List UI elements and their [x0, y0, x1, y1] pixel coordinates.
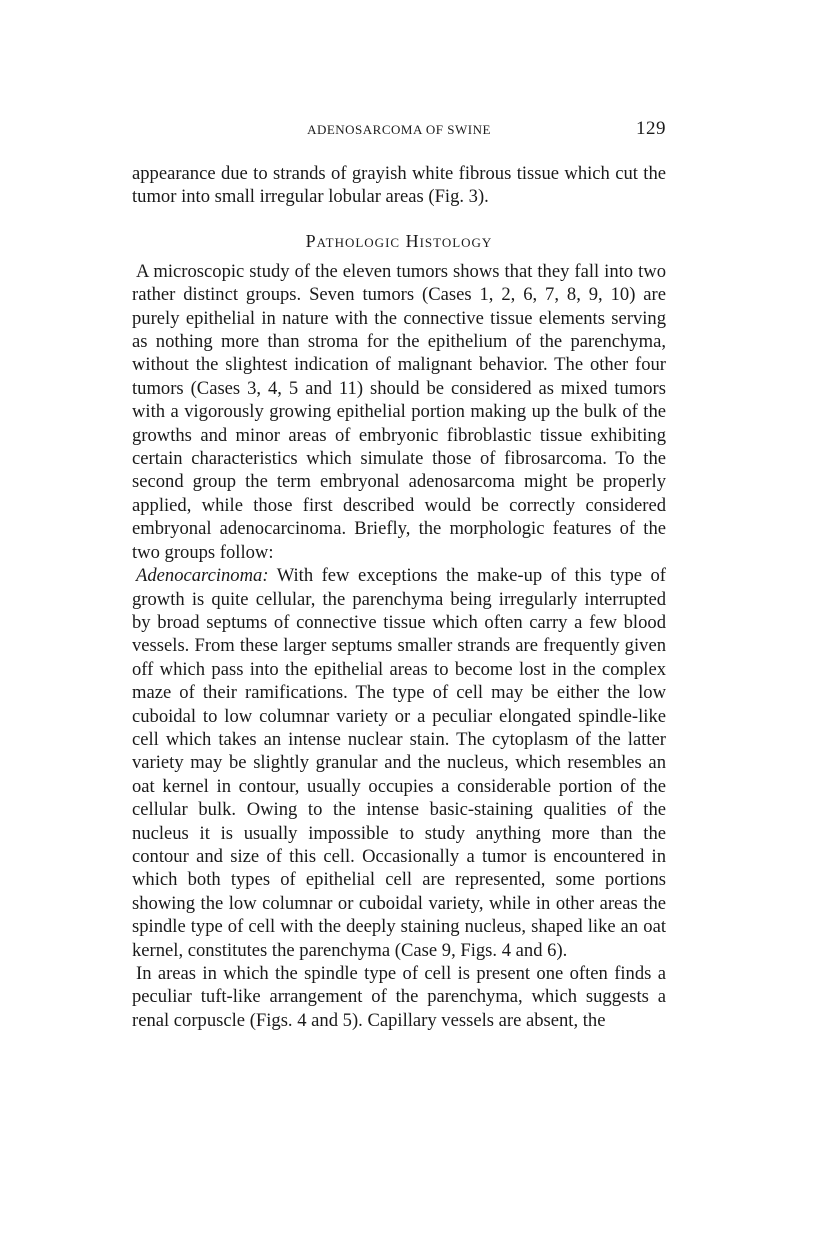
paragraph-spindle-cells: In areas in which the spindle type of cell is present one often finds a peculiar tuft-like arrangement of the parenchyma, which suggests a renal corpuscle (Figs. 4 and 5). Capillary vessels are absent, the: [132, 963, 666, 1031]
paragraph-microscopic-study: A microscopic study of the eleven tumors shows that they fall into two rather distinct groups. Seven tumors (Cases 1, 2, 6, 7, 8, 9, 10) are purely epithelial in nature with the connective tissue elements serving as nothing more than stroma for the epithelium of the parenchyma, without the slightest indication of malignant behavior. The other four tumors (Cases 3, 4, 5 and 11) should be considered as mixed tumors with a vigorously growing epithelial portion making up the bulk of the growths and minor areas of embryonic fibroblastic tissue exhibiting certain characteristics which simulate those of fibrosarcoma. To the second group the term embryonal adenosarcoma might be properly applied, while those first described would be correctly considered embryonal adenocarcinoma. Briefly, the morphologic features of the two groups follow:: [132, 260, 666, 563]
paragraph-adenocarcinoma: [132, 564, 666, 962]
intro-paragraph: appearance due to strands of grayish white fibrous tissue which cut the tumor into small irregular lobular areas (Fig. 3).: [132, 163, 666, 208]
running-title: ADENOSARCOMA OF SWINE: [307, 122, 491, 137]
adenocarcinoma-text: With few exceptions the make-up of this type of growth is quite cellular, the parenchyma being irregularly interrupted by broad septums of connective tissue which often carry a few blood vessels. From these larger septums smaller strands are frequently given off which pass into the epithelial areas to become lost in the complex maze of their ramifications. The type of cell may be either the low cuboidal to low columnar variety or a peculiar elongated spindle-like cell which takes an intense nuclear stain. The cytoplasm of the latter variety may be slightly granular and the nucleus, which resembles an oat kernel in contour, usually occupies a considerable portion of the cellular bulk. Owing to the intense basic-staining qualities of the nucleus it is usually impossible to study anything more than the contour and size of this cell. Occasionally a tumor is encountered in which both types of epithelial cell are represented, some portions showing the low columnar or cuboidal variety, while in other areas the spindle type of cell with the deeply staining nucleus, shaped like an oat kernel, constitutes the parenchyma (Case 9, Figs. 4 and 6).: [132, 565, 666, 961]
section-heading: Pathologic Histology: [305, 230, 493, 251]
book-page: [132, 118, 666, 1032]
adenocarcinoma-label: Adenocarcinoma:: [136, 565, 269, 587]
page-number: 129: [636, 118, 666, 139]
running-head: [132, 118, 666, 142]
